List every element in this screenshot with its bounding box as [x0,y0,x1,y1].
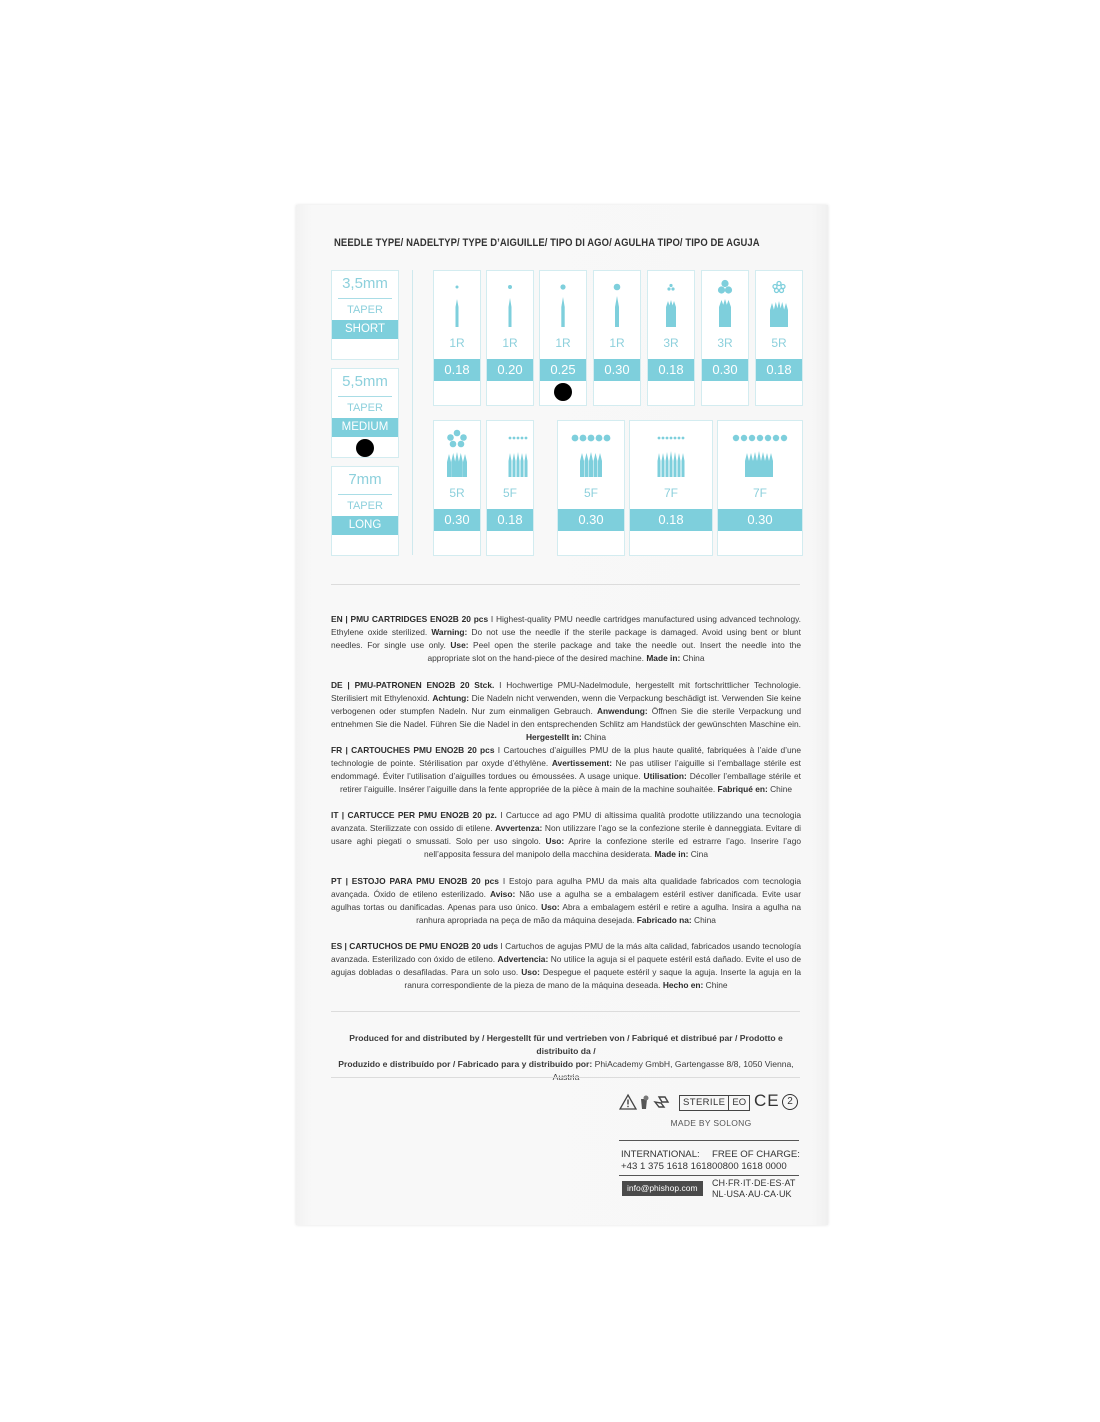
single-needle-icon [487,277,533,332]
contact-divider [619,1175,799,1176]
intl-label: INTERNATIONAL: [621,1149,700,1160]
single-needle-icon [594,277,640,332]
needle-1r-030 [593,270,641,406]
warning-icon [620,1095,636,1109]
round-liner-3-icon [648,277,694,332]
needle-label: 3R [717,336,733,350]
text-de: DE | PMU-PATRONEN ENO2B 20 Stck. I Hochwertige PMU-Nadelmodule, hergestellt mit fortschrittlicher Technologie. Sterilisiert mit Ethylenoxid. Achtung: Die Nadeln nicht verwenden, wenn die Verpackung beschädigt ist. Verwenden Sie keine verbogenen oder stumpfen Nadeln. Nur zum einmaligen Gebrauch. Anwendung: Öffnen Sie die sterile Verpackung und entnehmen Sie die Nadel. Führen Sie die Nadel in den entsprechenden Schlitz am Handstück der gewünschten Maschine ein. Hergestellt in: China [331,680,802,742]
needle-5r-018 [755,270,803,406]
needle-7f-018 [629,420,713,556]
intl-phone: +43 1 375 1618 1618 [621,1161,712,1172]
needle-label: 1R [555,336,571,350]
needle-5r-030 [433,420,481,556]
needle-1r-025 [539,270,587,406]
eo-label: EO [728,1096,749,1110]
needle-size: 0.18 [756,359,802,381]
needle-label: 5F [583,486,598,500]
taper-label: TAPER [347,304,383,316]
package-back [296,205,828,1225]
needle-size: 0.18 [648,359,694,381]
round-liner-3-icon [702,277,748,332]
taper-size: MEDIUM [332,418,398,437]
recycle-icon [655,1097,668,1107]
needle-label: 1R [609,336,625,350]
single-use-icon: 2 [782,1094,798,1110]
single-needle-icon [540,277,586,332]
flat-5-icon [558,427,624,482]
taper-size: LONG [332,516,398,535]
taper-long-box [331,466,399,556]
round-liner-5-icon [756,277,802,332]
needle-size: 0.30 [718,509,802,531]
text-pt: PT | ESTOJO PARA PMU ENO2B 20 pcs I Estojo para agulha PMU da mais alta qualidade fabricados com tecnologia avançada. Óxido de etileno esterilizado. Aviso: Não use a agulha se a embalagem estéril estiver danificada. Evite usar agulhas tortas ou danificadas. Apenas para uso único. Uso: Abra a embalagem estéril e retire a agulha. Insira a agulha na ranhura apropriada na peça de mão da máquina desejada. Fabricado na: China [331,876,801,925]
needle-size: 0.30 [702,359,748,381]
needle-size: 0.20 [487,359,533,381]
taper-short-box [331,270,399,360]
countries-line-2: NL·USA·AU·CA·UK [712,1189,792,1199]
sterile-eo-mark [679,1095,750,1111]
free-label: FREE OF CHARGE: [712,1149,800,1160]
taper-size: SHORT [332,320,398,339]
taper-label: TAPER [347,402,383,414]
selection-marker-dot [356,439,374,457]
separator [331,1011,800,1012]
flat-5-icon [487,427,549,482]
needle-5f-018 [486,420,534,556]
taper-label: TAPER [347,500,383,512]
needle-size: 0.30 [594,359,640,381]
round-liner-5-icon [434,427,480,482]
taper-length: 3,5mm [342,275,388,292]
taper-length: 5,5mm [342,373,388,390]
taper-length: 7mm [348,471,382,488]
separator [331,584,800,585]
separator [331,1077,800,1078]
needle-label: 7F [752,486,767,500]
needle-label: 5R [771,336,787,350]
free-phone: 00800 1618 0000 [712,1161,787,1172]
single-needle-icon [434,277,480,332]
selection-marker-dot [554,383,572,401]
contact-divider [619,1140,799,1141]
text-en: EN | PMU CARTRIDGES ENO2B 20 pcs I Highest-quality PMU needle cartridges manufactured using advanced technology. Ethylene oxide sterilized. Warning: Do not use the needle if the sterile package is damaged. Avoid using bent or blunt needles. For single use only. Use: Peel open the sterile package and take the needle out. Insert the needle into the appropriate slot on the hand-piece of the desired machine. Made in: China [331,614,802,663]
made-by: MADE BY SOLONG [670,1118,752,1128]
needle-size: 0.18 [434,359,480,381]
needle-5f-030 [557,420,625,556]
needle-size: 0.25 [540,359,586,381]
needle-size: 0.30 [434,509,480,531]
ce-mark: CE [754,1091,780,1110]
text-es: ES | CARTUCHOS DE PMU ENO2B 20 uds I Cartuchos de agujas PMU de la más alta calidad, fabricados usando tecnología avanzada. Esterilizado con óxido de etileno. Advertencia: No utilice la aguja si el paquete estéril está dañado. Evite el uso de agujas dobladas o desafiladas. Para un solo uso. Uso: Despegue el paquete estéril y saque la aguja. Inserte la aguja en la ranura correspondiente de la pieza de mano de la máquina deseada. Hecho en: Chine [331,941,802,990]
flat-7-icon [630,427,712,482]
countries-line-1: CH·FR·IT·DE·ES·AT [712,1178,796,1188]
needle-label: 5F [502,486,517,500]
needle-label: 5R [449,486,465,500]
needle-size: 0.18 [487,509,533,531]
email-badge: info@phishop.com [622,1181,703,1196]
needle-1r-020 [486,270,534,406]
needle-7f-030 [717,420,803,556]
needle-label: 3R [663,336,679,350]
needle-type-heading: NEEDLE TYPE/ NADELTYP/ TYPE D’AIGUILLE/ TIPO DI AGO/ AGULHA TIPO/ TIPO DE AGUJA [334,237,760,249]
needle-3r-018 [647,270,695,406]
needle-1r-018 [433,270,481,406]
needle-label: 7F [663,486,678,500]
needle-3r-030 [701,270,749,406]
needle-label: 1R [502,336,518,350]
needle-size: 0.18 [630,509,712,531]
sterile-label: STERILE [683,1097,726,1108]
producer-info: Produced for and distributed by / Hergestellt für und vertrieben von / Fabriqué et distribué par / Prodotto e distribuito da / Produzido e distribuído por / Fabricado para y distribuido por: PhiAcademy GmbH, Gartengasse 8/8, 1050 Vienna, Austria [338,1033,794,1082]
text-fr: FR | CARTOUCHES PMU ENO2B 20 pcs I Cartouches d’aiguilles PMU de la plus haute qualité, fabriquées à l’aide d’une technologie de pointe. Stérilisation par oxyde d’éthylène. Avertissement: Ne pas utiliser l’aiguille si l’emballage stérile est endommagé. Éviter l’utilisation d’aiguilles tordues ou émoussées. A usage unique. Utilisation: Décoller l’emballage stérile et retirer l’aiguille. Insérer l’aiguille dans la fente appropriée de la pièce à main de la machine souhaitée. Fabriqué en: Chine [331,745,802,794]
text-it: IT | CARTUCCE PER PMU ENO2B 20 pz. I Cartucce ad ago PMU di altissima qualità prodotte utilizzando una tecnologia avanzata. Sterilizzate con ossido di etilene. Avvertenza: Non utilizzare l’ago se la confezione sterile è danneggiata. Evitare di usare aghi piegati o smussati. Solo per uso singolo. Uso: Aprire la confezione sterile ed estrarre l’ago. Inserire l’ago nell’apposita fessura del manipolo della macchina desiderata. Made in: Cina [331,810,802,859]
flat-7-icon [718,427,802,482]
taper-medium-box [331,368,399,458]
needle-size: 0.30 [558,509,624,531]
needle-label: 1R [449,336,465,350]
waste-bin-icon [641,1096,649,1110]
divider-vertical [412,270,413,555]
